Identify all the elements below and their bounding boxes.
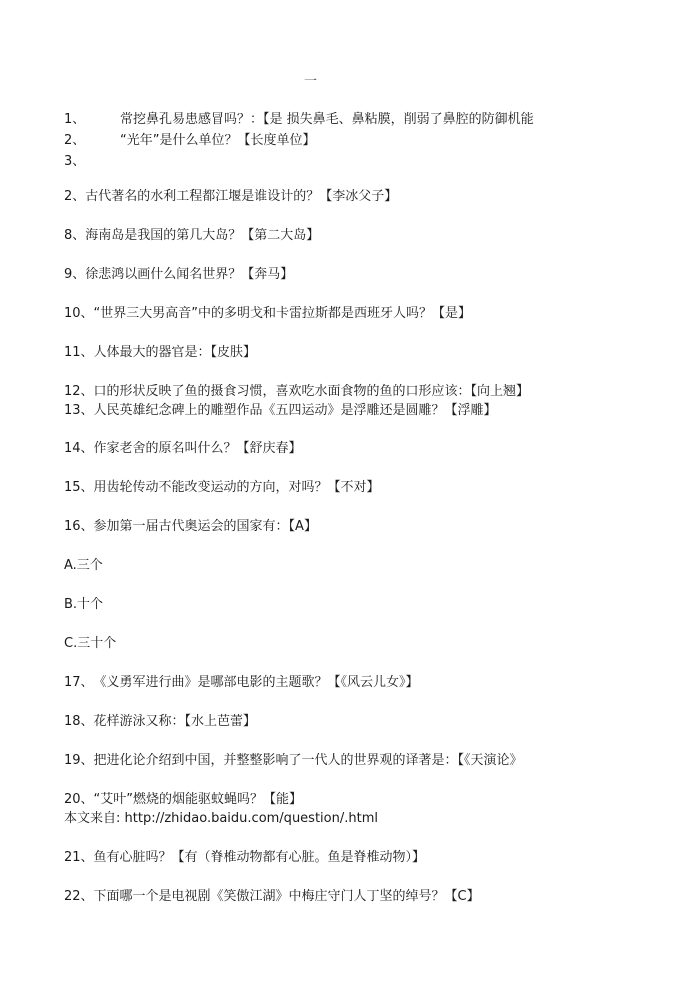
item-number: 8、 <box>64 228 86 243</box>
list-item <box>64 675 419 691</box>
option-c <box>64 636 116 652</box>
list-item <box>64 384 529 400</box>
source-link-line <box>64 811 378 827</box>
list-item <box>64 154 120 170</box>
item-text: 作家老舍的原名叫什么？【舒庆春】 <box>93 441 302 456</box>
option-text: C.三十个 <box>64 636 117 651</box>
item-text: 口的形状反映了鱼的摄食习惯，喜欢吃水面食物的鱼的口形应该：【向上翘】 <box>93 384 530 399</box>
list-item <box>64 189 397 205</box>
item-number: 12、 <box>64 384 94 399</box>
list-item <box>64 267 293 283</box>
list-item <box>64 133 315 149</box>
item-number: 9、 <box>64 267 86 282</box>
item-text: 海南岛是我国的第几大岛？【第二大岛】 <box>85 228 320 243</box>
item-text: 下面哪一个是电视剧《笑傲江湖》中梅庄守门人丁坚的绰号？【C】 <box>93 889 480 904</box>
list-item <box>64 792 302 808</box>
list-item <box>64 889 480 905</box>
item-text: 常挖鼻孔易患感冒吗？：【是 损失鼻毛、鼻粘膜，削弱了鼻腔的防御机能 <box>120 112 534 127</box>
item-text: 人体最大的器官是：【皮肤】 <box>93 345 257 360</box>
list-item <box>64 306 471 322</box>
item-number: 19、 <box>64 753 94 768</box>
list-item <box>64 441 302 457</box>
item-number: 21、 <box>64 850 94 865</box>
item-text: “世界三大男高音”中的多明戈和卡雷拉斯都是西班牙人吗？【是】 <box>93 306 472 321</box>
item-number: 2、 <box>64 189 86 204</box>
item-text: “艾叶”燃烧的烟能驱蚊蝇吗？【能】 <box>93 792 303 807</box>
list-item <box>64 228 319 244</box>
item-text: “光年”是什么单位？【长度单位】 <box>120 133 316 148</box>
item-number: 11、 <box>64 345 94 360</box>
list-item <box>64 714 256 730</box>
item-number: 3、 <box>64 154 86 169</box>
source-text: 本文来自: http://zhidao.baidu.com/question/.html <box>64 811 378 826</box>
item-number: 10、 <box>64 306 94 321</box>
list-item <box>64 403 497 419</box>
item-number: 18、 <box>64 714 94 729</box>
header-dash: 一 <box>304 74 318 89</box>
item-text: 花样游泳又称：【水上芭蕾】 <box>93 714 257 729</box>
item-text: 把进化论介绍到中国，并整整影响了一代人的世界观的译著是：【《天演论》 <box>93 753 523 768</box>
option-b <box>64 597 103 613</box>
list-item <box>64 345 256 361</box>
item-text: 参加第一届古代奥运会的国家有：【A】 <box>93 519 317 534</box>
item-text: 鱼有心脏吗？【有（脊椎动物都有心脏。鱼是脊椎动物）】 <box>93 850 426 865</box>
item-number: 22、 <box>64 889 94 904</box>
item-number: 17、 <box>64 675 94 690</box>
item-number: 20、 <box>64 792 94 807</box>
item-text: 徐悲鸿以画什么闻名世界？【奔马】 <box>85 267 294 282</box>
item-number: 16、 <box>64 519 94 534</box>
item-text: 人民英雄纪念碑上的雕塑作品《五四运动》是浮雕还是圆雕？【浮雕】 <box>93 403 497 418</box>
option-a <box>64 558 103 574</box>
item-text: 《义勇军进行曲》是哪部电影的主题歌？【《风云儿女》】 <box>93 675 419 690</box>
list-item <box>64 850 425 866</box>
item-text: 古代著名的水利工程都江堰是谁设计的？【李冰父子】 <box>85 189 398 204</box>
item-text: 用齿轮传动不能改变运动的方向，对吗？【不对】 <box>93 480 380 495</box>
list-item <box>64 112 534 128</box>
item-number: 13、 <box>64 403 94 418</box>
option-text: B.十个 <box>64 597 104 612</box>
list-item <box>64 480 380 496</box>
item-number: 15、 <box>64 480 94 495</box>
list-item <box>64 519 317 535</box>
option-text: A.三个 <box>64 558 103 573</box>
list-item <box>64 753 523 769</box>
item-number: 14、 <box>64 441 94 456</box>
item-number: 1、 <box>64 112 86 127</box>
item-number: 2、 <box>64 133 86 148</box>
